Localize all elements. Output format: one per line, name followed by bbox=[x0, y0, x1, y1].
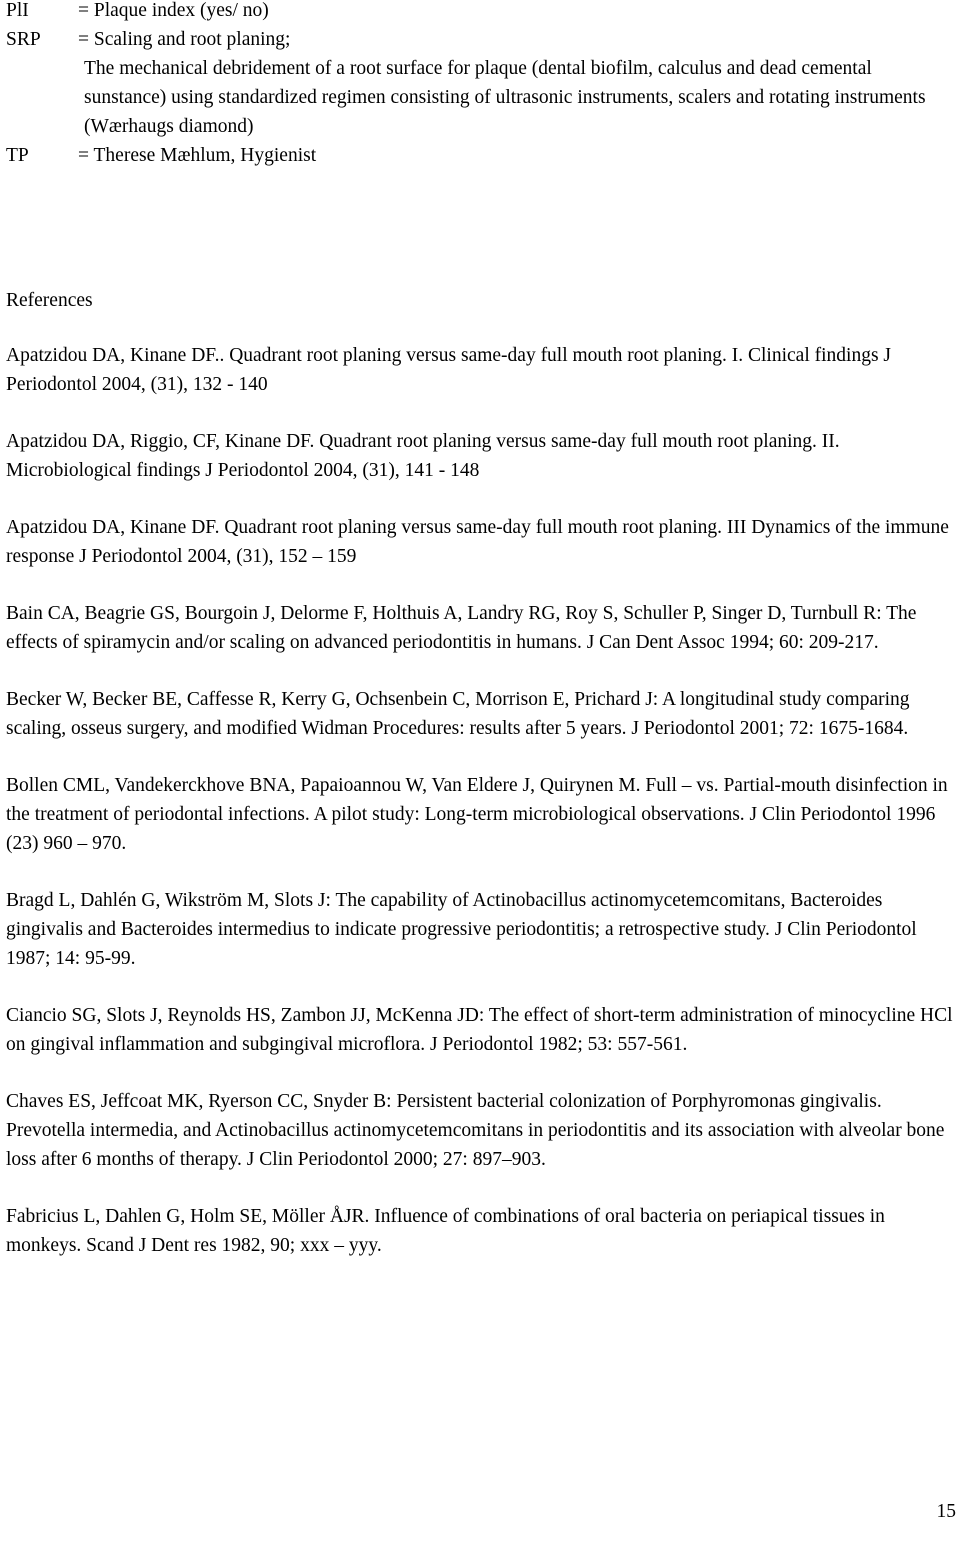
reference-entry: Chaves ES, Jeffcoat MK, Ryerson CC, Snyder B: Persistent bacterial colonization of Porphyromonas gingivalis. Prevotella intermedia, and Actinobacillus actinomycetemcomitans in periodontitis and its association with alveolar bone loss after 6 months of therapy. J Clin Periodontol 2000; 27: 897–903. bbox=[6, 1091, 945, 1170]
reference-entry: Apatzidou DA, Riggio, CF, Kinane DF. Quadrant root planing versus same-day full mouth root planing. II. Microbiological findings J Periodontol 2004, (31), 141 - 148 bbox=[6, 431, 840, 481]
abbreviation-definition: = Plaque index (yes/ no) bbox=[78, 0, 269, 21]
abbreviation-definition: = Scaling and root planing; bbox=[78, 29, 291, 50]
abbreviation-key: SRP bbox=[6, 29, 41, 50]
references-section bbox=[6, 286, 958, 1288]
abbreviation-key: TP bbox=[6, 145, 29, 166]
abbreviation-key: PlI bbox=[6, 0, 29, 21]
abbreviations-list bbox=[6, 0, 956, 170]
reference-entry: Bain CA, Beagrie GS, Bourgoin J, Delorme F, Holthuis A, Landry RG, Roy S, Schuller P, Singer D, Turnbull R: The effects of spiramycin and/or scaling on advanced periodontitis in humans. J Can Dent Assoc 1994; 60: 209-217. bbox=[6, 603, 917, 653]
abbreviation-srp bbox=[6, 25, 956, 54]
reference-entry: Ciancio SG, Slots J, Reynolds HS, Zambon JJ, McKenna JD: The effect of short-term administration of minocycline HCl on gingival inflammation and subgingival microflora. J Periodontol 1982; 53: 557-561. bbox=[6, 1005, 953, 1055]
reference-entry: Becker W, Becker BE, Caffesse R, Kerry G, Ochsenbein C, Morrison E, Prichard J: A longitudinal study comparing scaling, osseus surgery, and modified Widman Procedures: results after 5 years. J Periodontol 2001; 72: 1675-1684. bbox=[6, 689, 910, 739]
reference-entry: Apatzidou DA, Kinane DF.. Quadrant root planing versus same-day full mouth root planing. I. Clinical findings J Periodontol 2004, (31), 132 - 140 bbox=[6, 345, 891, 395]
abbreviation-definition: = Therese Mæhlum, Hygienist bbox=[78, 145, 317, 166]
reference-entry: Bollen CML, Vandekerckhove BNA, Papaioannou W, Van Eldere J, Quirynen M. Full – vs. Partial-mouth disinfection in the treatment of periodontal infections. A pilot study: Long-term microbiological observations. J Clin Periodontol 1996 (23) 960 – 970. bbox=[6, 775, 948, 854]
abbreviation-pli bbox=[6, 0, 956, 25]
reference-entry: Bragd L, Dahlén G, Wikström M, Slots J: The capability of Actinobacillus actinomycetemcomitans, Bacteroides gingivalis and Bacteroides intermedius to indicate progressive periodontitis; a retrospective study. J Clin Periodontol 1987; 14: 95-99. bbox=[6, 890, 917, 969]
abbreviation-tp bbox=[6, 141, 956, 170]
reference-entry: Fabricius L, Dahlen G, Holm SE, Möller ÅJR. Influence of combinations of oral bacteria on periapical tissues in monkeys. Scand J Dent res 1982, 90; xxx – yyy. bbox=[6, 1206, 885, 1256]
page-number: 15 bbox=[936, 1501, 956, 1522]
references-heading: References bbox=[6, 290, 93, 311]
reference-entry: Apatzidou DA, Kinane DF. Quadrant root planing versus same-day full mouth root planing. III Dynamics of the immune response J Periodontol 2004, (31), 152 – 159 bbox=[6, 517, 949, 567]
abbreviation-srp-description: The mechanical debridement of a root surface for plaque (dental biofilm, calculus and dead cemental sunstance) using standardized regimen consisting of ultrasonic instruments, scalers and rotating instruments (Wærhaugs diamond) bbox=[84, 58, 926, 137]
